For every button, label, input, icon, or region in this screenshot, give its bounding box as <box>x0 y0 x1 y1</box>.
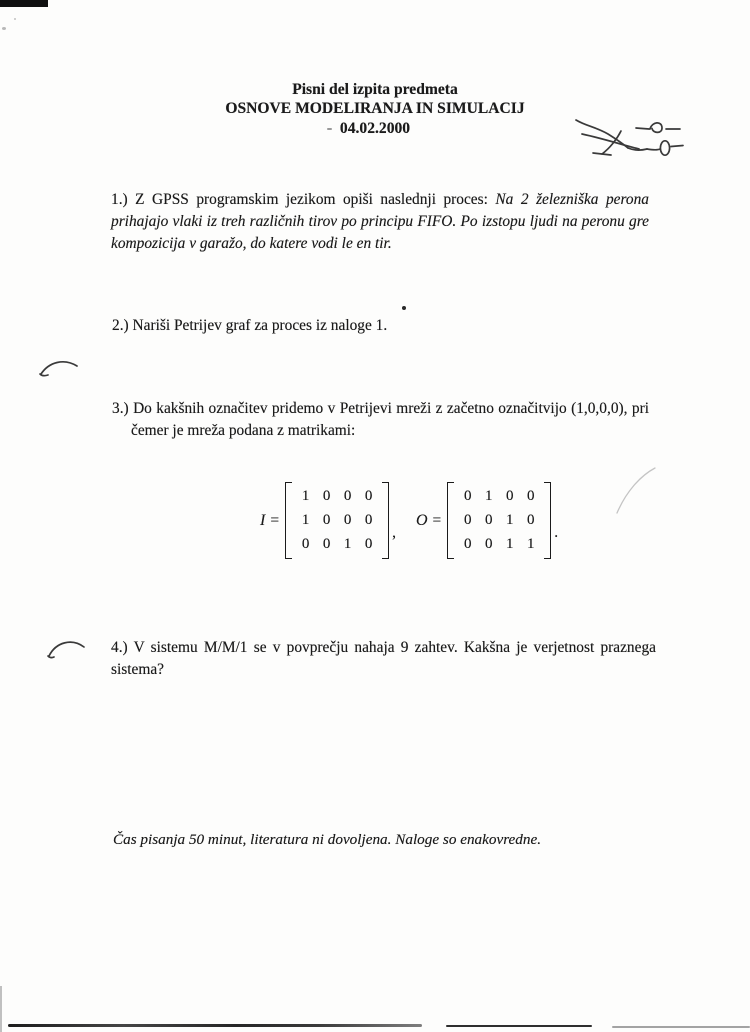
matrix-cell: 0 <box>343 488 352 504</box>
matrix-cell: 0 <box>301 536 310 552</box>
scan-speck <box>14 18 16 20</box>
scanner-edge-bar <box>0 0 48 7</box>
matrix-cell: 0 <box>527 512 535 528</box>
faint-pencil-curve <box>612 462 660 517</box>
scanner-edge-line-bottom <box>446 1025 592 1027</box>
matrix-I-equals: = <box>270 511 280 529</box>
matrix-cell: 0 <box>464 536 472 552</box>
exam-title-line1: Pisni del izpita predmeta <box>292 81 458 98</box>
left-bracket <box>447 482 454 559</box>
matrix-cell: 0 <box>364 536 373 552</box>
right-bracket <box>382 482 389 559</box>
question-3-line1: 3.) Do kakšnih označitev pridemo v Petrijevi mreži z začetno označitvijo (1,0,0,0), pri <box>112 400 649 417</box>
ink-dot-mark <box>402 306 406 310</box>
matrix-I-box <box>285 482 389 559</box>
exam-footer-note: Čas pisanja 50 minut, literatura ni dovoljena. Naloge so enakovredne. <box>113 831 542 848</box>
matrix-cell: 1 <box>343 536 352 552</box>
matrix-I-label: I <box>260 511 266 529</box>
matrix-cell: 1 <box>485 488 493 504</box>
matrix-cell: 0 <box>322 488 331 504</box>
matrix-I <box>260 482 396 559</box>
question-4-line1: 4.) V sistemu M/M/1 se v povprečju nahaja 9 zahtev. Kakšna je verjetnost praznega <box>111 639 656 656</box>
question-1-lead: 1.) Z GPSS programskim jezikom opiši naslednji proces: <box>111 191 488 208</box>
matrix-cell: 0 <box>364 488 373 504</box>
question-1 <box>111 189 649 254</box>
scanner-edge-line-left <box>0 986 2 1032</box>
question-3-line2: čemer je mreža podana z matrikami: <box>131 421 356 439</box>
matrix-cell: 1 <box>527 536 535 552</box>
matrix-cell: 0 <box>527 488 535 504</box>
right-bracket <box>544 482 551 559</box>
matrix-O-label: O <box>415 511 428 529</box>
matrix-O-period: . <box>554 523 559 541</box>
question-4 <box>111 637 656 681</box>
question-2-text: 2.) Nariši Petrijev graf za proces iz naloge 1. <box>112 317 388 334</box>
matrix-cell: 0 <box>322 536 331 552</box>
matrix-cell: 0 <box>343 512 352 528</box>
left-bracket <box>285 482 292 559</box>
question-3 <box>112 398 649 442</box>
matrix-I-separator: , <box>392 523 396 541</box>
matrix-cell: 0 <box>322 512 331 528</box>
matrix-equations <box>260 482 558 559</box>
question-1-line1 <box>111 189 649 211</box>
matrix-O <box>416 482 558 559</box>
matrix-cell: 1 <box>506 536 514 552</box>
question-1-italic-start: Na 2 železniška perona <box>495 191 649 208</box>
matrix-cell: 0 <box>506 488 514 504</box>
question-1-line2: prihajajo vlaki iz treh različnih tirov po principu FIFO. Po izstopu ljudi na peronu gre <box>111 212 649 230</box>
matrix-cell: 1 <box>301 488 310 504</box>
scanner-edge-line-bottom <box>8 1024 422 1027</box>
matrix-O-values <box>454 482 544 559</box>
pen-arc-mark <box>36 355 82 381</box>
matrix-cell: 0 <box>464 512 472 528</box>
scan-speck <box>2 27 6 30</box>
matrix-cell: 0 <box>485 512 493 528</box>
matrix-cell: 0 <box>464 488 472 504</box>
matrix-O-box <box>447 482 551 559</box>
matrix-I-values <box>292 482 382 559</box>
exam-course-title: OSNOVE MODELIRANJA IN SIMULACIJ <box>225 100 525 118</box>
handwritten-signature-scribble <box>562 98 750 173</box>
pen-arc-mark <box>42 634 90 664</box>
matrix-cell: 1 <box>506 512 514 528</box>
question-4-line2: sistema? <box>111 660 164 678</box>
matrix-cell: 1 <box>301 512 310 528</box>
matrix-cell: 0 <box>485 536 493 552</box>
question-2 <box>112 315 652 337</box>
matrix-O-equals: = <box>432 511 442 529</box>
question-1-line3: kompozicija v garažo, do katere vodi le en tir. <box>111 234 392 252</box>
matrix-cell: 0 <box>364 512 373 528</box>
scan-speck <box>327 128 332 130</box>
scanner-edge-line-bottom <box>612 1026 750 1028</box>
exam-date: 04.02.2000 <box>339 119 411 137</box>
